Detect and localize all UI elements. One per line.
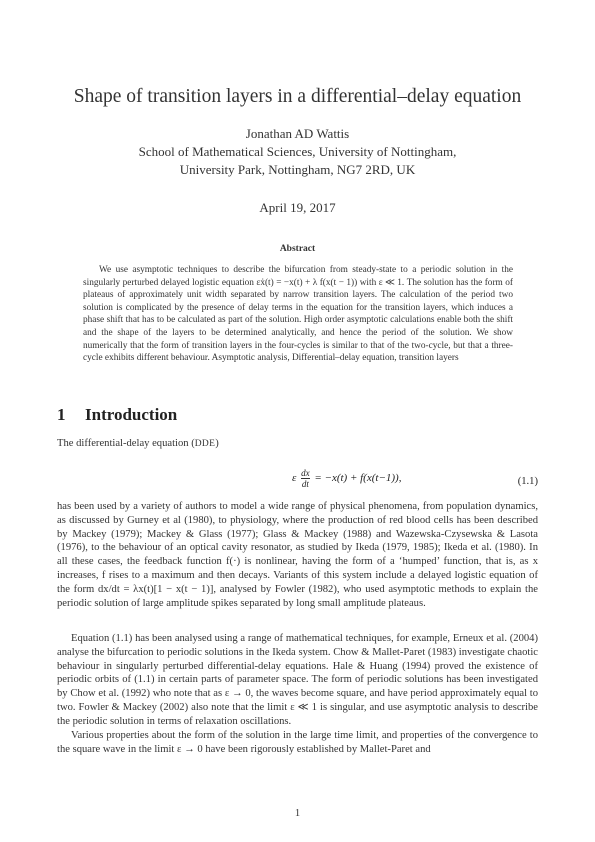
p1-text: The differential-delay equation ( (57, 438, 195, 449)
dde-abbreviation: DDE (194, 439, 216, 449)
paper-title: Shape of transition layers in a differential–delay equation (73, 86, 522, 107)
author-block (0, 125, 595, 179)
paragraph-4: Various properties about the form of the solution in the large time limit, and properties of the convergence to the square wave in the limit ε → 0 have been rigorously established by Mallet-Paret and (57, 730, 538, 755)
affiliation-line-2: University Park, Nottingham, NG7 2RD, UK (179, 162, 416, 177)
equation-rhs: = −x(t) + f(x(t−1)), (314, 472, 402, 485)
equation-1-1 (57, 466, 538, 498)
equation-body (292, 468, 401, 489)
paper-date: April 19, 2017 (259, 200, 336, 215)
abstract-heading: Abstract (279, 244, 316, 254)
fraction-denominator: dt (301, 479, 309, 489)
abstract-text: We use asymptotic techniques to describe the bifurcation from steady-state to a periodic solution in the singularly perturbed delayed logistic equation εẋ(t) = −x(t) + λ f(x(t − 1)) with ε ≪ 1. The solution has the form of plateaus of approximately unit width separated by narrow transition layers. The calculation of the period two solution is complicated by the presence of delay terms in the equation for the transition layers, which induces a phase shift that has to be calculated as part of the solution. High order asymptotic calculations enable both the shift and the shape of the layers to be determined analytically, and hence the period of the solution. We show numerically that the form of transition layers in the four-cycles is similar to that of the two-cycle, but that a three-cycle exhibits different behaviour. Asymptotic analysis, Differential–delay equation, transition layers (83, 265, 513, 364)
section-number: 1 (57, 405, 66, 424)
p1-text-end: ) (215, 438, 219, 449)
page-number: 1 (294, 808, 301, 819)
author-name: Jonathan AD Wattis (245, 126, 350, 141)
section-title: Introduction (85, 405, 178, 424)
equation-epsilon: ε (292, 472, 297, 485)
fraction-numerator: dx (301, 468, 310, 478)
equation-fraction (301, 468, 310, 489)
paragraph-2: has been used by a variety of authors to model a wide range of physical phenomena, from population dynamics, as discussed by Gurney et al (1980), to physiology, where the production of red blood cells has been described by Mackey (1979); Mackey & Glass (1977); Glass & Mackey (1988) and Wazewska-Czysewska & Lasota (1976), to the behaviour of an optical cavity resonator, as studied by Ikeda (1979, 1985); Ikeda et al. (1980). In all these cases, the feedback function f(·) is nonlinear, having the form of a ‘humped’ function, that is, as x increases, f rises to a maximum and then decays. Variants of this system include a delayed logistic equation of the form dx/dt = λx(t)[1 − x(t − 1)], analysed by Fowler (1982), who used asymptotic methods to explain the periodic solution of large amplitude spikes separated by long small amplitude plateaus. (57, 501, 538, 609)
section-heading (57, 405, 177, 425)
affiliation-line-1: School of Mathematical Sciences, University of Nottingham, (138, 144, 457, 159)
paragraph-intro (57, 437, 538, 452)
equation-number: (1.1) (517, 476, 538, 487)
paragraph-3: Equation (1.1) has been analysed using a range of mathematical techniques, for example, Erneux et al. (2004) analyse the bifurcation to periodic solutions in the Ikeda system. Chow & Mallet-Paret (1983) investigate chaotic behaviour in singularly perturbed differential-delay equations. Hale & Huang (1994) proved the existence of periodic orbits of (1.1) in certain parts of parameter space. The form of periodic solutions has been investigated by Chow et al. (1992) who note that as ε → 0, the waves become square, and have period approximately equal to two. Fowler & Mackey (2002) also note that the limit ε ≪ 1 is singular, and use asymptotic analysis to describe the periodic solution in terms of relaxation oscillations. (57, 633, 538, 727)
